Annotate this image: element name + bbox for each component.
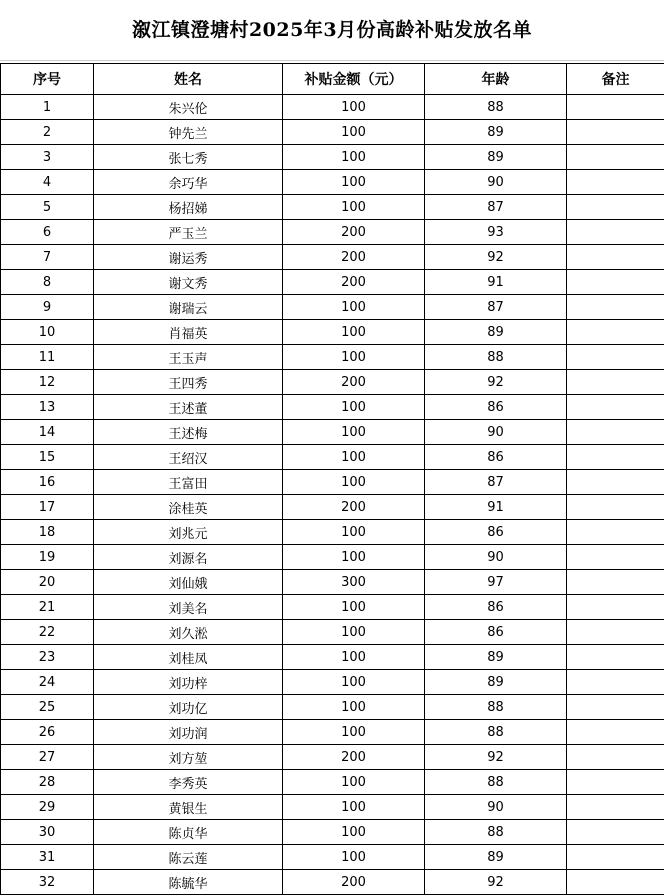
cell-remark <box>567 795 664 820</box>
cell-name: 李秀英 <box>94 770 283 795</box>
cell-name: 王玉声 <box>94 345 283 370</box>
table-row <box>1 320 664 345</box>
header-index: 序号 <box>1 64 94 95</box>
cell-amount: 200 <box>283 220 425 245</box>
cell-name: 王述董 <box>94 395 283 420</box>
cell-name: 黄银生 <box>94 795 283 820</box>
cell-remark <box>567 395 664 420</box>
cell-amount: 100 <box>283 170 425 195</box>
cell-name: 谢运秀 <box>94 245 283 270</box>
cell-name: 涂桂英 <box>94 495 283 520</box>
cell-index: 10 <box>1 320 94 345</box>
cell-index: 4 <box>1 170 94 195</box>
cell-remark <box>567 545 664 570</box>
cell-index: 32 <box>1 870 94 895</box>
cell-amount: 100 <box>283 620 425 645</box>
cell-index: 7 <box>1 245 94 270</box>
cell-index: 28 <box>1 770 94 795</box>
header-amount: 补贴金额（元） <box>283 64 425 95</box>
cell-remark <box>567 470 664 495</box>
cell-age: 89 <box>425 120 567 145</box>
cell-age: 90 <box>425 420 567 445</box>
cell-age: 89 <box>425 845 567 870</box>
table-row <box>1 770 664 795</box>
cell-name: 王四秀 <box>94 370 283 395</box>
cell-remark <box>567 120 664 145</box>
cell-name: 严玉兰 <box>94 220 283 245</box>
cell-remark <box>567 320 664 345</box>
cell-amount: 100 <box>283 595 425 620</box>
cell-remark <box>567 345 664 370</box>
cell-remark <box>567 370 664 395</box>
cell-index: 22 <box>1 620 94 645</box>
cell-amount: 100 <box>283 720 425 745</box>
cell-remark <box>567 445 664 470</box>
cell-age: 97 <box>425 570 567 595</box>
cell-name: 刘功润 <box>94 720 283 745</box>
cell-name: 刘兆元 <box>94 520 283 545</box>
cell-age: 90 <box>425 545 567 570</box>
cell-amount: 100 <box>283 545 425 570</box>
cell-name: 谢瑞云 <box>94 295 283 320</box>
table-row <box>1 670 664 695</box>
cell-amount: 200 <box>283 495 425 520</box>
table-body <box>1 95 664 895</box>
cell-age: 88 <box>425 770 567 795</box>
cell-age: 88 <box>425 95 567 120</box>
cell-index: 16 <box>1 470 94 495</box>
cell-name: 朱兴伦 <box>94 95 283 120</box>
cell-age: 89 <box>425 320 567 345</box>
cell-amount: 100 <box>283 770 425 795</box>
cell-index: 29 <box>1 795 94 820</box>
cell-index: 30 <box>1 820 94 845</box>
table-row <box>1 495 664 520</box>
cell-age: 87 <box>425 470 567 495</box>
cell-amount: 100 <box>283 145 425 170</box>
cell-index: 5 <box>1 195 94 220</box>
cell-amount: 100 <box>283 320 425 345</box>
cell-remark <box>567 420 664 445</box>
cell-remark <box>567 195 664 220</box>
cell-index: 31 <box>1 845 94 870</box>
cell-index: 26 <box>1 720 94 745</box>
cell-name: 钟先兰 <box>94 120 283 145</box>
cell-remark <box>567 720 664 745</box>
cell-remark <box>567 145 664 170</box>
table-row <box>1 820 664 845</box>
cell-amount: 100 <box>283 420 425 445</box>
cell-index: 25 <box>1 695 94 720</box>
cell-age: 88 <box>425 820 567 845</box>
cell-index: 21 <box>1 595 94 620</box>
table-row <box>1 570 664 595</box>
cell-remark <box>567 595 664 620</box>
table-row <box>1 295 664 320</box>
cell-amount: 100 <box>283 645 425 670</box>
cell-amount: 200 <box>283 270 425 295</box>
cell-index: 11 <box>1 345 94 370</box>
cell-age: 91 <box>425 270 567 295</box>
cell-name: 刘久淞 <box>94 620 283 645</box>
cell-index: 20 <box>1 570 94 595</box>
table-row <box>1 445 664 470</box>
cell-age: 86 <box>425 595 567 620</box>
table-header <box>1 64 664 95</box>
header-name: 姓名 <box>94 64 283 95</box>
cell-age: 92 <box>425 370 567 395</box>
cell-index: 8 <box>1 270 94 295</box>
cell-name: 张七秀 <box>94 145 283 170</box>
cell-remark <box>567 570 664 595</box>
table-row <box>1 370 664 395</box>
cell-age: 92 <box>425 245 567 270</box>
cell-name: 肖福英 <box>94 320 283 345</box>
cell-remark <box>567 745 664 770</box>
cell-name: 杨招娣 <box>94 195 283 220</box>
cell-remark <box>567 270 664 295</box>
cell-remark <box>567 870 664 895</box>
cell-index: 9 <box>1 295 94 320</box>
cell-amount: 200 <box>283 370 425 395</box>
cell-age: 89 <box>425 670 567 695</box>
subsidy-table <box>0 63 664 895</box>
table-row <box>1 345 664 370</box>
table-row <box>1 195 664 220</box>
cell-remark <box>567 495 664 520</box>
cell-remark <box>567 220 664 245</box>
table-row <box>1 745 664 770</box>
cell-name: 刘桂凤 <box>94 645 283 670</box>
cell-amount: 100 <box>283 395 425 420</box>
cell-amount: 100 <box>283 95 425 120</box>
cell-index: 2 <box>1 120 94 145</box>
cell-name: 余巧华 <box>94 170 283 195</box>
cell-index: 23 <box>1 645 94 670</box>
header-age: 年龄 <box>425 64 567 95</box>
cell-age: 89 <box>425 645 567 670</box>
cell-remark <box>567 245 664 270</box>
cell-index: 24 <box>1 670 94 695</box>
table-row <box>1 845 664 870</box>
cell-remark <box>567 170 664 195</box>
cell-name: 谢文秀 <box>94 270 283 295</box>
cell-remark <box>567 95 664 120</box>
cell-name: 王绍汉 <box>94 445 283 470</box>
table-row <box>1 645 664 670</box>
cell-remark <box>567 295 664 320</box>
cell-index: 17 <box>1 495 94 520</box>
table-row <box>1 270 664 295</box>
cell-name: 王富田 <box>94 470 283 495</box>
cell-index: 3 <box>1 145 94 170</box>
cell-amount: 100 <box>283 820 425 845</box>
cell-age: 88 <box>425 720 567 745</box>
cell-amount: 200 <box>283 745 425 770</box>
cell-amount: 100 <box>283 470 425 495</box>
cell-age: 93 <box>425 220 567 245</box>
cell-amount: 100 <box>283 520 425 545</box>
cell-age: 92 <box>425 745 567 770</box>
table-row <box>1 545 664 570</box>
cell-index: 12 <box>1 370 94 395</box>
table-row <box>1 170 664 195</box>
cell-name: 陈贞华 <box>94 820 283 845</box>
cell-index: 13 <box>1 395 94 420</box>
table-row <box>1 795 664 820</box>
cell-amount: 100 <box>283 695 425 720</box>
cell-name: 陈毓华 <box>94 870 283 895</box>
table-row <box>1 720 664 745</box>
page-title: 溆江镇澄塘村2025年3月份高龄补贴发放名单 <box>0 0 664 61</box>
cell-name: 刘源名 <box>94 545 283 570</box>
cell-index: 18 <box>1 520 94 545</box>
cell-amount: 100 <box>283 670 425 695</box>
cell-remark <box>567 645 664 670</box>
cell-amount: 100 <box>283 795 425 820</box>
cell-name: 刘仙娥 <box>94 570 283 595</box>
table-row <box>1 95 664 120</box>
table-row <box>1 620 664 645</box>
cell-amount: 200 <box>283 245 425 270</box>
cell-age: 88 <box>425 345 567 370</box>
table-row <box>1 395 664 420</box>
table-row <box>1 220 664 245</box>
table-row <box>1 870 664 895</box>
cell-age: 87 <box>425 295 567 320</box>
cell-amount: 100 <box>283 845 425 870</box>
table-row <box>1 145 664 170</box>
cell-index: 6 <box>1 220 94 245</box>
header-row <box>1 64 664 95</box>
cell-name: 陈云莲 <box>94 845 283 870</box>
cell-remark <box>567 820 664 845</box>
cell-age: 91 <box>425 495 567 520</box>
cell-age: 86 <box>425 445 567 470</box>
cell-amount: 100 <box>283 445 425 470</box>
header-remark: 备注 <box>567 64 664 95</box>
table-row <box>1 695 664 720</box>
cell-age: 90 <box>425 795 567 820</box>
table-row <box>1 595 664 620</box>
cell-age: 86 <box>425 395 567 420</box>
cell-index: 27 <box>1 745 94 770</box>
cell-age: 92 <box>425 870 567 895</box>
table-row <box>1 120 664 145</box>
table-row <box>1 470 664 495</box>
cell-amount: 100 <box>283 195 425 220</box>
table-row <box>1 245 664 270</box>
cell-name: 刘方堃 <box>94 745 283 770</box>
table-row <box>1 420 664 445</box>
cell-amount: 100 <box>283 295 425 320</box>
cell-remark <box>567 520 664 545</box>
cell-age: 89 <box>425 145 567 170</box>
cell-index: 19 <box>1 545 94 570</box>
table-row <box>1 520 664 545</box>
cell-remark <box>567 770 664 795</box>
cell-amount: 300 <box>283 570 425 595</box>
cell-name: 王述梅 <box>94 420 283 445</box>
cell-index: 14 <box>1 420 94 445</box>
cell-age: 90 <box>425 170 567 195</box>
cell-amount: 100 <box>283 345 425 370</box>
cell-amount: 200 <box>283 870 425 895</box>
cell-age: 86 <box>425 620 567 645</box>
cell-name: 刘美名 <box>94 595 283 620</box>
cell-amount: 100 <box>283 120 425 145</box>
cell-name: 刘功梓 <box>94 670 283 695</box>
cell-name: 刘功亿 <box>94 695 283 720</box>
cell-remark <box>567 695 664 720</box>
cell-remark <box>567 845 664 870</box>
cell-age: 86 <box>425 520 567 545</box>
cell-index: 15 <box>1 445 94 470</box>
cell-age: 87 <box>425 195 567 220</box>
cell-remark <box>567 670 664 695</box>
cell-index: 1 <box>1 95 94 120</box>
cell-remark <box>567 620 664 645</box>
cell-age: 88 <box>425 695 567 720</box>
